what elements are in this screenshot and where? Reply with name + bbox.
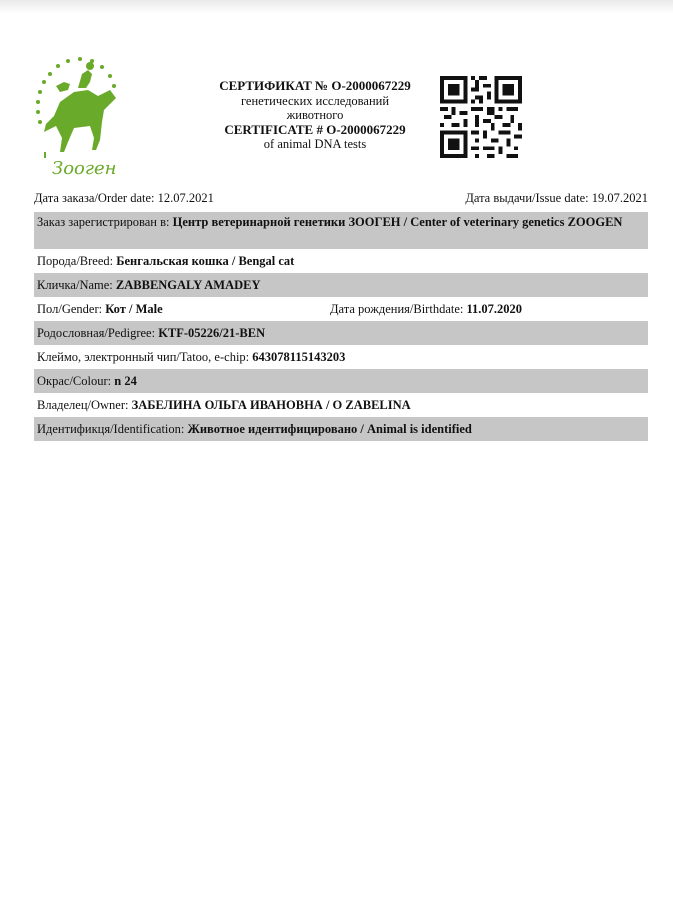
owner-label: Владелец/Owner: <box>37 398 132 412</box>
row-gender-birthdate <box>34 297 648 321</box>
name-value: ZABBENGALY AMADEY <box>115 278 261 292</box>
certificate-header <box>190 79 440 152</box>
certificate-subtitle-ru-1: генетических исследований <box>240 93 390 108</box>
row-registered <box>34 212 648 249</box>
certificate-subtitle-en: of animal DNA tests <box>263 137 367 151</box>
pedigree-label: Родословная/Pedigree: <box>37 326 159 340</box>
certificate-title-en: CERTIFICATE # O-2000067229 <box>224 121 406 137</box>
certificate-title-ru: СЕРТИФИКАТ № O-2000067229 <box>219 78 411 93</box>
row-owner <box>34 393 648 417</box>
logo-wordmark: Зооген <box>52 158 117 179</box>
qr-code <box>440 76 522 158</box>
name-label: Кличка/Name: <box>37 278 116 292</box>
birthdate-label: Дата рождения/Birthdate: <box>330 302 467 316</box>
pedigree-value: KTF-05226/21-BEN <box>158 326 266 340</box>
breed-label: Порода/Breed: <box>37 254 117 268</box>
colour-value: n 24 <box>114 374 137 388</box>
chip-value: 643078115143203 <box>252 350 346 364</box>
row-pedigree <box>34 321 648 345</box>
row-chip <box>34 345 648 369</box>
certificate-details <box>34 212 648 441</box>
gender-label: Пол/Gender: <box>37 302 106 316</box>
birthdate-value: 11.07.2020 <box>466 302 523 316</box>
row-breed <box>34 249 648 273</box>
row-colour <box>34 369 648 393</box>
breed-value: Бенгальская кошка / Bengal cat <box>116 254 295 268</box>
gender-value: Кот / Male <box>105 302 163 316</box>
registered-value: Центр ветеринарной генетики ЗООГЕН / Center of veterinary genetics ZOOGEN <box>172 215 623 229</box>
identification-label: Идентификця/Identification: <box>37 422 188 436</box>
zoogen-logo <box>30 52 122 182</box>
chip-label: Клеймо, электронный чип/Tatoo, e-chip: <box>37 350 253 364</box>
page-top-shadow <box>0 0 673 14</box>
owner-value: ЗАБЕЛИНА ОЛЬГА ИВАНОВНА / O ZABELINA <box>131 398 411 412</box>
dates-line <box>34 191 648 206</box>
certificate-subtitle-ru-2: животного <box>286 108 344 122</box>
row-name <box>34 273 648 297</box>
issue-date: Дата выдачи/Issue date: 19.07.2021 <box>465 191 648 205</box>
registered-label: Заказ зарегистрирован в: <box>37 215 173 229</box>
row-identification <box>34 417 648 441</box>
identification-value: Животное идентифицировано / Animal is identified <box>187 422 472 436</box>
order-date: Дата заказа/Order date: 12.07.2021 <box>34 191 214 205</box>
colour-label: Окрас/Colour: <box>37 374 115 388</box>
